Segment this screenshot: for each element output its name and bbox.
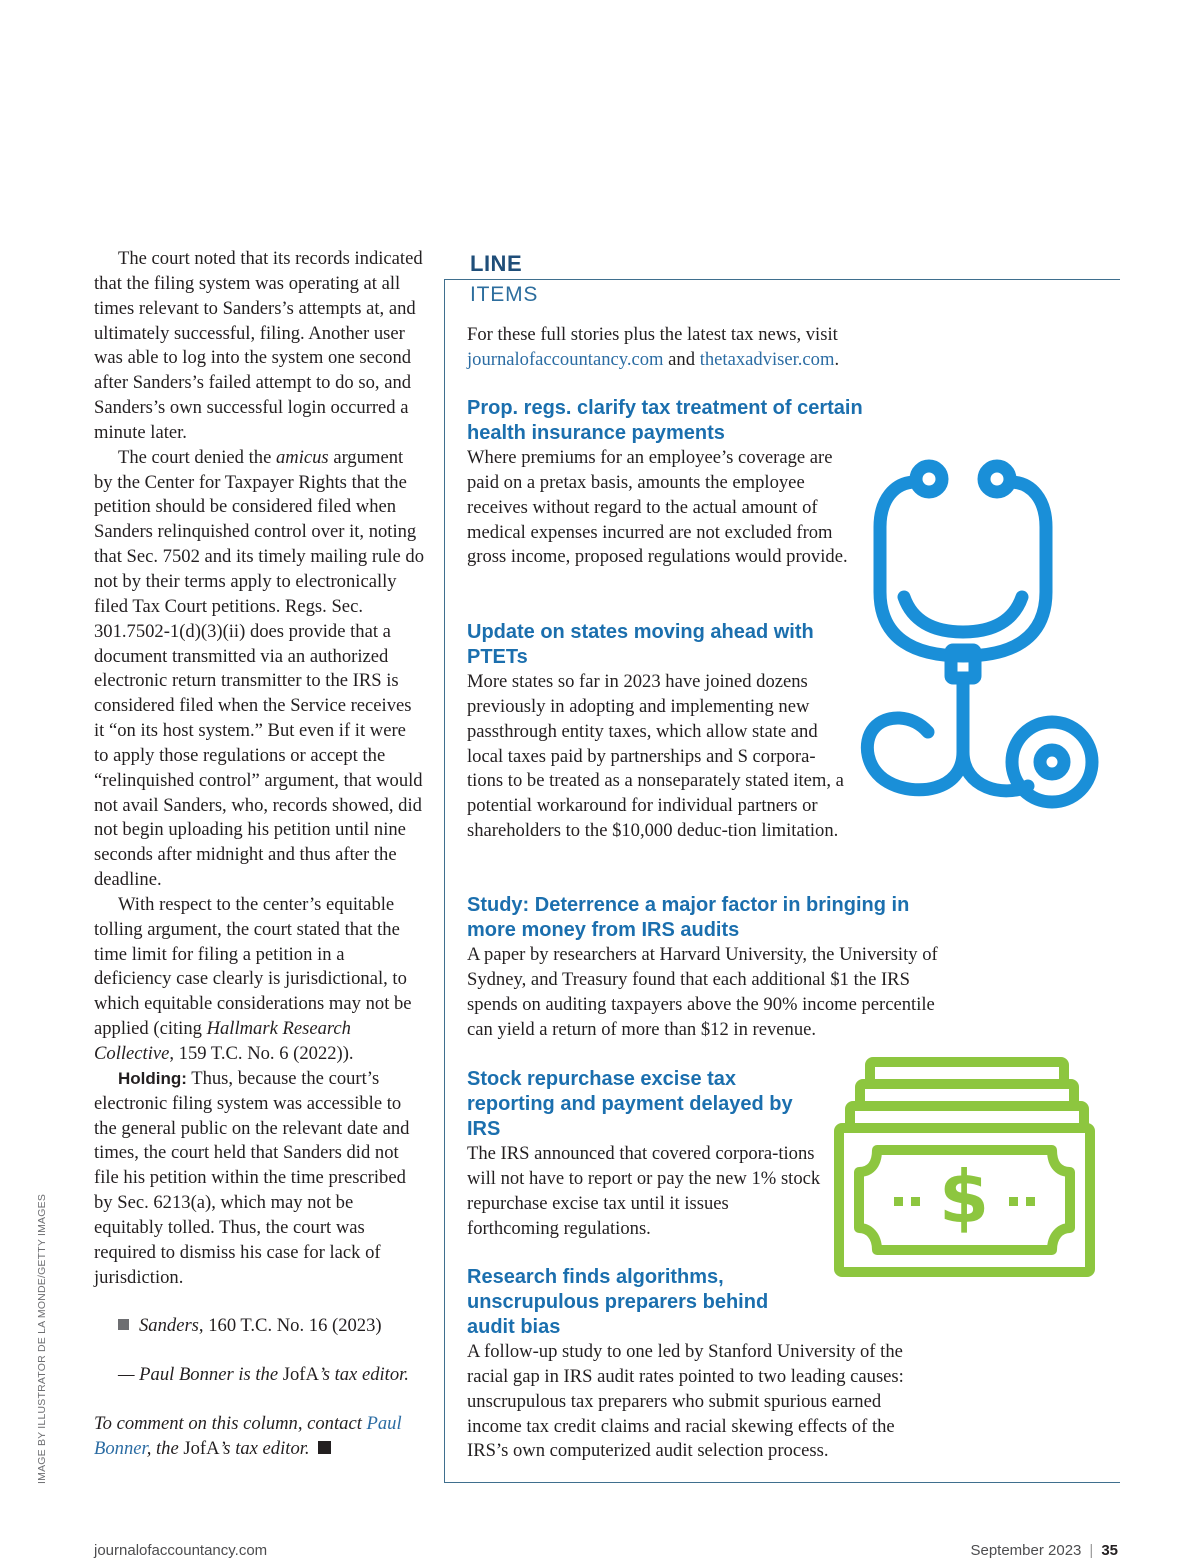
footer-date: September 2023 [970,1542,1082,1559]
text: argument by the Center for Taxpayer Rights that the petition should be considered filed when Sanders relinquished control over it, noting that Sec. 7502 and its timely mailing rule do not by their terms apply to electronically filed Tax Court petitions. Regs. Sec. 301.7502-1(d)(3)(ii) does provide that a document transmitted via an authorized electronic return transmitter to the IRS is considered filed when the Service receives it “on its host system.” But even if it were to apply those regulations or accept the “relinquished control” argument, that would not avail Sanders, who, records showed, did not begin uploading his petition until nine seconds after midnight and thus after the deadline. [94,446,424,891]
news-headline[interactable]: Prop. regs. clarify tax treatment of certain health insurance payments [467,397,863,444]
footer-page-info [970,1542,1118,1559]
jofa-name: JofA [183,1437,220,1459]
sidebar-title-line1: LINE [470,251,523,276]
text: With respect to the center’s equitable tolling argument, the court stated that the time limit for filing a petition in a deficiency case clearly is jurisdictional, to which equitable considerations may not be applied (citing [94,893,412,1040]
citation-case: Sanders [139,1315,199,1337]
jofa-link[interactable]: journalofaccountancy.com [467,348,664,370]
end-mark-icon [318,1441,331,1454]
paragraph-records: The court noted that its records indicated that the filing system was operating at all times relevant to Sanders’s attempts at, and ultimately successful, filing. Another user was able to log into the system one second after Sanders’s failed attempt to do so, and Sanders’s own successful login occurred a minute later. [94,248,423,443]
news-headline[interactable]: Stock repurchase excise tax reporting and payment delayed by IRS [467,1068,793,1140]
news-item [467,1265,937,1464]
comment-text: ’s tax editor. [219,1437,310,1459]
comment-text: , the [146,1437,184,1459]
news-body: The IRS announced that covered corpora-tions will not have to report or pay the new 1% stock repurchase excise tax until it issues forthcoming regulations. [467,1143,821,1239]
footer-separator: | [1089,1542,1094,1559]
news-body: A paper by researchers at Harvard University, the University of Sydney, and Treasury found that each additional $1 the IRS spends on auditing taxpayers above the 90% income percentile can yield a return of more than $12 in revenue. [467,944,938,1040]
news-body: A follow-up study to one led by Stanford University of the racial gap in IRS audit rates pointed to two leading causes: unscrupulous tax preparers who submit spurious earned income tax credit claims and racial skewing effects of the IRS’s own computerized audit selection process. [467,1341,904,1462]
sidebar-title-line2: ITEMS [470,283,539,306]
page-number: 35 [1101,1542,1118,1559]
paragraph-amicus [94,446,424,893]
intro-text: . [834,348,840,370]
comment-note [94,1412,424,1462]
square-bullet-icon [118,1319,129,1330]
holding-label: Holding: [118,1068,187,1088]
author-link[interactable]: Paul Bonner [94,1413,402,1459]
news-headline[interactable]: Study: Deterrence a major factor in bringing in more money from IRS audits [467,894,910,941]
stethoscope-icon [852,452,1107,827]
author-byline [94,1363,424,1388]
holding-text: Thus, because the court’s electronic filing system was accessible to the general public on the relevant date and times, the court held that Sanders did not file his petition within the time prescribed by Sec. 6213(a), which may not be equitably tolled. Thus, the court was required to dismiss his case for lack of jurisdiction. [94,1067,410,1288]
paragraph-tolling [94,893,424,1067]
taxadviser-link[interactable]: thetaxadviser.com [699,348,835,370]
news-body: More states so far in 2023 have joined dozens previously in adopting and implementing new passthrough entity taxes, which allow state and local taxes paid by partnerships and S corpora-tions to be treated as a nonseparately stated item, a potential workaround for individual partners or shareholders to the $10,000 deduc-tion limitation. [467,671,844,842]
jofa-name: JofA [282,1364,319,1386]
dollar-symbol: $ [938,1155,990,1239]
footer-site: journalofaccountancy.com [94,1542,268,1559]
citation-rest: , 160 T.C. No. 16 (2023) [198,1315,382,1337]
news-headline[interactable]: Research finds algorithms, unscrupulous preparers behind audit bias [467,1266,769,1338]
case-citation [94,1314,424,1339]
sidebar-intro [467,323,947,373]
byline-text: ’s tax editor. [318,1364,409,1386]
text: The court denied the [118,446,276,468]
news-item [467,1067,821,1241]
news-body: Where premiums for an employee’s coverage are paid on a pretax basis, amounts the employee receives without regard to the actual amount of medical expenses incurred are not excluded from gross income, proposed regulations would provide. [467,447,848,568]
paragraph-holding [94,1067,424,1291]
amicus-term: amicus [275,446,329,468]
comment-text: To comment on this column, contact [94,1413,367,1435]
article-column [94,247,424,1462]
image-credit: IMAGE BY ILLUSTRATOR DE LA MONDE/GETTY IMAGES [36,1193,48,1484]
case-name: Hallmark Research Collective [94,1018,351,1064]
news-item [467,396,907,570]
money-stack-icon [832,1052,1097,1284]
news-item [467,620,857,844]
byline-text: — Paul Bonner is the [118,1364,283,1386]
news-headline[interactable]: Update on states moving ahead with PTETs [467,621,814,668]
intro-text: For these full stories plus the latest tax news, visit [467,324,838,345]
news-item [467,893,957,1042]
intro-text: and [663,348,700,370]
text: , 159 T.C. No. 6 (2022)). [169,1043,354,1064]
